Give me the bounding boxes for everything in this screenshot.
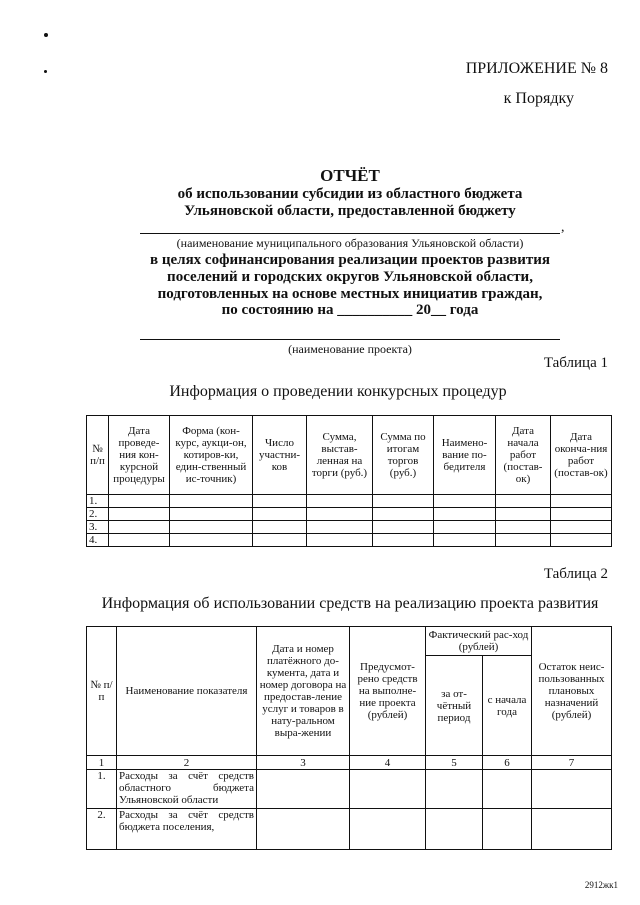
fill-in-line	[140, 233, 560, 234]
column-header: № п/п	[87, 627, 117, 756]
column-header: Наименование показателя	[117, 627, 257, 756]
column-number: 2	[117, 756, 257, 770]
row-number: 2.	[87, 508, 109, 521]
column-header: за от-чётный период	[426, 656, 483, 756]
column-header: Форма (кон-курс, аукци-он, котиров-ки, един-ственный ис-точник)	[170, 416, 253, 495]
table-cell[interactable]	[426, 770, 483, 809]
table-row	[87, 495, 612, 508]
column-header: Дата оконча-ния работ (постав-ок)	[551, 416, 612, 495]
table-cell[interactable]	[257, 770, 350, 809]
appendix-reference: к Порядку	[503, 90, 574, 107]
appendix-number: ПРИЛОЖЕНИЕ № 8	[465, 60, 608, 77]
row-number: 1.	[87, 770, 117, 809]
table-cell[interactable]	[483, 770, 532, 809]
table-header-row	[87, 416, 612, 495]
table-heading: Информация об использовании средств на реализацию проекта развития	[101, 595, 599, 612]
tenders-table	[86, 415, 612, 547]
table-cell[interactable]	[373, 495, 434, 508]
column-number: 3	[257, 756, 350, 770]
table-cell[interactable]	[170, 534, 253, 547]
column-header: Сумма по итогам торгов (руб.)	[373, 416, 434, 495]
column-header: Число участни-ков	[253, 416, 307, 495]
table-cell[interactable]	[307, 495, 373, 508]
column-header: Дата проведе-ния кон-курсной процедуры	[109, 416, 170, 495]
table-cell[interactable]	[373, 521, 434, 534]
table-cell[interactable]	[496, 534, 551, 547]
table-cell[interactable]	[426, 809, 483, 850]
table-cell[interactable]	[496, 508, 551, 521]
column-header: Дата начала работ (постав-ок)	[496, 416, 551, 495]
table-cell[interactable]	[551, 495, 612, 508]
table-header-row	[87, 627, 612, 656]
row-number: 2.	[87, 809, 117, 850]
table-cell[interactable]	[307, 534, 373, 547]
margin-dot	[44, 70, 47, 73]
table-cell[interactable]	[350, 809, 426, 850]
indicator-name: Расходы за счёт средств бюджета поселения,	[117, 809, 257, 850]
column-header: Предусмот-рено средств на выполне-ние проекта (рублей)	[350, 627, 426, 756]
column-header: Дата и номер платёжного до-кумента, дата и номер договора на предостав-ление услуг и товаров в нату-ральном выра-жении	[257, 627, 350, 756]
column-header: Сумма, выстав-ленная на торги (руб.)	[307, 416, 373, 495]
column-numbers-row	[87, 756, 612, 770]
column-header: Наимено-вание по-бедителя	[434, 416, 496, 495]
column-number: 1	[87, 756, 117, 770]
table-cell[interactable]	[257, 809, 350, 850]
title-line: подготовленных на основе местных инициатив граждан,	[157, 286, 543, 302]
table-cell[interactable]	[532, 809, 612, 850]
column-number: 6	[483, 756, 532, 770]
table-cell[interactable]	[551, 508, 612, 521]
table-cell[interactable]	[551, 521, 612, 534]
table-row	[87, 508, 612, 521]
table-cell[interactable]	[253, 495, 307, 508]
table-cell[interactable]	[170, 521, 253, 534]
table-cell[interactable]	[496, 521, 551, 534]
column-number: 4	[350, 756, 426, 770]
table-cell[interactable]	[434, 534, 496, 547]
comma: ,	[561, 220, 565, 235]
title-line: в целях софинансирования реализации проектов развития	[150, 252, 550, 268]
title-line: Ульяновской области, предоставленной бюджету	[184, 203, 516, 219]
table-cell[interactable]	[109, 508, 170, 521]
table-cell[interactable]	[109, 534, 170, 547]
table-heading: Информация о проведении конкурсных процедур	[169, 383, 507, 400]
table-row	[87, 534, 612, 547]
column-header: с начала года	[483, 656, 532, 756]
column-number: 5	[426, 756, 483, 770]
table-cell[interactable]	[434, 495, 496, 508]
column-header: Фактический рас-ход (рублей)	[426, 627, 532, 656]
table-cell[interactable]	[373, 508, 434, 521]
table-cell[interactable]	[307, 521, 373, 534]
table-cell[interactable]	[350, 770, 426, 809]
table-cell[interactable]	[551, 534, 612, 547]
row-number: 3.	[87, 521, 109, 534]
table-cell[interactable]	[253, 521, 307, 534]
column-header: № п/п	[87, 416, 109, 495]
table-cell[interactable]	[434, 508, 496, 521]
column-header: Остаток неис-пользованных плановых назначений (рублей)	[532, 627, 612, 756]
document-code: 2912жк1	[584, 880, 618, 890]
margin-dot	[44, 33, 48, 37]
title-line: по состоянию на __________ 20__ года	[221, 302, 479, 318]
table-cell[interactable]	[307, 508, 373, 521]
table-row	[87, 770, 612, 809]
column-number: 7	[532, 756, 612, 770]
table-cell[interactable]	[170, 508, 253, 521]
field-caption: (наименование проекта)	[288, 342, 412, 356]
row-number: 1.	[87, 495, 109, 508]
table-cell[interactable]	[434, 521, 496, 534]
indicator-name: Расходы за счёт средств областного бюджета Ульяновской области	[117, 770, 257, 809]
table-row	[87, 809, 612, 850]
table-label: Таблица 2	[543, 566, 608, 582]
field-caption: (наименование муниципального образования Ульяновской области)	[176, 236, 524, 250]
table-cell[interactable]	[496, 495, 551, 508]
funds-usage-table	[86, 626, 612, 850]
table-cell[interactable]	[532, 770, 612, 809]
row-number: 4.	[87, 534, 109, 547]
table-cell[interactable]	[109, 521, 170, 534]
table-cell[interactable]	[483, 809, 532, 850]
report-title: ОТЧЁТ	[320, 166, 380, 185]
title-line: поселений и городских округов Ульяновской области,	[167, 269, 533, 285]
title-line: об использовании субсидии из областного бюджета	[177, 186, 523, 202]
table-cell[interactable]	[253, 534, 307, 547]
table-cell[interactable]	[253, 508, 307, 521]
table-cell[interactable]	[170, 495, 253, 508]
fill-in-line	[140, 339, 560, 340]
table-cell[interactable]	[373, 534, 434, 547]
table-label: Таблица 1	[543, 355, 608, 371]
table-cell[interactable]	[109, 495, 170, 508]
table-row	[87, 521, 612, 534]
